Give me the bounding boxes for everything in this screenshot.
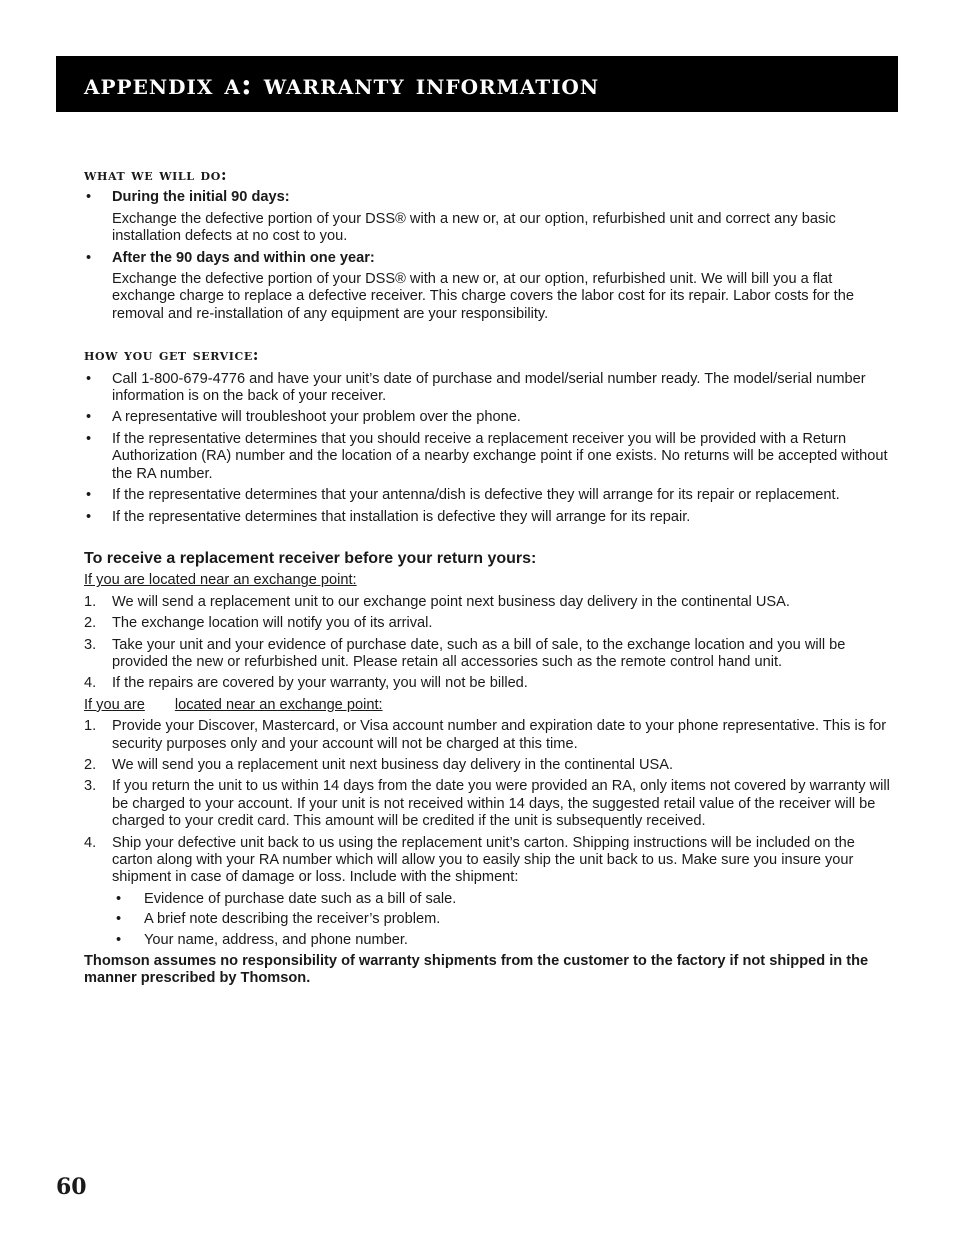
not-near-exchange-steps [84, 718, 898, 949]
list-item [84, 835, 898, 949]
list-item [84, 594, 898, 611]
page-number: 60 [56, 1174, 87, 1200]
list-item: • A brief note describing the receiver’s problem. [112, 911, 898, 928]
list-item: • If the representative determines that installation is defective they will arrange for its repair. [84, 509, 898, 526]
label-start: If you are [84, 696, 145, 713]
label-end: located near an exchange point: [174, 696, 383, 713]
not-near-exchange-label [84, 697, 898, 714]
what-we-will-do-list [84, 189, 898, 323]
step-text: Ship your defective unit back to us using the replacement unit’s carton. Shipping instructions will be included on the carton along with your RA number which will allow you to easily ship the unit back to us. Make sure you insure your shipment in case of damage or loss. Include with the shipment: [112, 834, 855, 886]
near-exchange-label: If you are located near an exchange point: [84, 572, 357, 589]
step-number: 1. [84, 718, 97, 735]
disclaimer-note: Thomson assumes no responsibility of warranty shipments from the customer to the factory if not shipped in the manner prescribed by Thomson. [84, 953, 869, 987]
list-item: • If the representative determines that you should receive a replacement receiver you will be provided with a Return Authorization (RA) number and the location of a nearby exchange point if one exists. No returns will be accepted without the RA number. [84, 431, 898, 483]
list-item [84, 675, 898, 692]
what-we-will-do-heading: what we will do: [84, 165, 228, 184]
list-item: • Your name, address, and phone number. [112, 932, 898, 949]
item-body: Exchange the defective portion of your DSS® with a new or, at our option, refurbished unit and correct any basic installation defects at no cost to you. [112, 210, 836, 245]
near-exchange-steps [84, 594, 898, 693]
page-content [84, 158, 898, 988]
step-text: We will send a replacement unit to our exchange point next business day delivery in the continental USA. [112, 593, 790, 610]
list-item: • Call 1-800-679-4776 and have your unit’s date of purchase and model/serial number ready. The model/serial number information is on the back of your receiver. [84, 371, 898, 406]
list-item [84, 778, 898, 830]
service-steps-list [84, 371, 898, 526]
step-number: 2. [84, 756, 97, 773]
step-number: 4. [84, 675, 97, 692]
list-item: • Evidence of purchase date such as a bill of sale. [112, 891, 898, 908]
list-item: • A representative will troubleshoot your problem over the phone. [84, 409, 898, 426]
item-title: • During the initial 90 days: [112, 189, 290, 206]
list-item [84, 718, 898, 753]
replacement-heading: To receive a replacement receiver before your return yours: [84, 549, 537, 567]
step-number: 4. [84, 834, 97, 851]
step-text: If the repairs are covered by your warranty, you will not be billed. [112, 675, 528, 692]
list-item [84, 250, 898, 324]
list-item [84, 637, 898, 672]
list-item [84, 757, 898, 774]
item-title: • After the 90 days and within one year: [112, 249, 375, 266]
step-text: The exchange location will notify you of its arrival. [112, 615, 433, 632]
page-title: appendix a: warranty information [84, 66, 600, 101]
step-number: 3. [84, 636, 97, 653]
list-item [84, 189, 898, 245]
step-text: We will send you a replacement unit next business day delivery in the continental USA. [112, 756, 674, 773]
page-header-banner [56, 56, 898, 112]
item-body: Exchange the defective portion of your DSS® with a new or, at our option, refurbished unit. We will bill you a flat exchange charge to replace a defective receiver. This charge covers the labor cost for its repair. Labor costs for the removal and re-installation of any equipment are your responsibility. [112, 271, 854, 322]
step-text: If you return the unit to us within 14 days from the date you were provided an RA, only items not covered by warranty will be charged to your account. If your unit is not received within 14 days, the suggested retail value of the receiver will be charged to your credit card. This amount will be credited if the unit is subsequently received. [112, 778, 890, 830]
step-number: 3. [84, 778, 97, 795]
list-item: • If the representative determines that your antenna/dish is defective they will arrange for its repair or replacement. [84, 487, 898, 504]
list-item [84, 615, 898, 632]
step-text: Provide your Discover, Mastercard, or Visa account number and expiration date to your phone representative. This is for security purposes only and your account will not be charged at this time. [112, 718, 887, 752]
step-number: 1. [84, 593, 97, 610]
shipment-contents-list [112, 891, 898, 949]
how-you-get-service-heading: how you get service: [84, 345, 260, 365]
step-text: Take your unit and your evidence of purchase date, such as a bill of sale, to the exchange location and you will be provided the new or refurbished unit. Please retain all accessories such as the remote control hand unit. [112, 636, 846, 670]
step-number: 2. [84, 615, 97, 632]
